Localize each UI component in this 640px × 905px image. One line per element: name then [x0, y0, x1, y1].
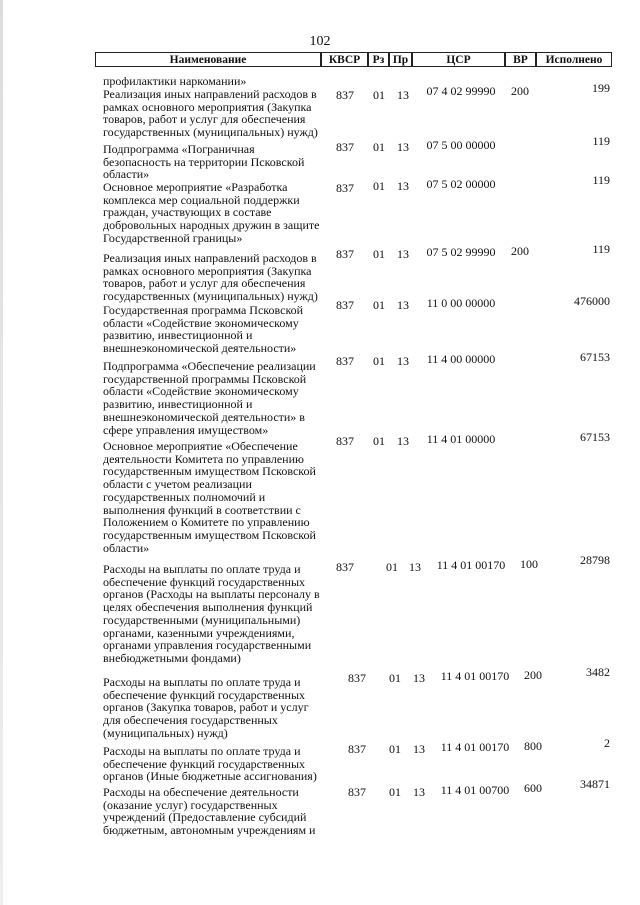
row-name: Основное мероприятие «Разработка комплекса мер социальной поддержки граждан, участвующих в составе добровольных народных дружин в защите Государственной границы»	[103, 180, 320, 245]
row-rz: 01	[389, 742, 401, 756]
row-done: 67153	[580, 350, 610, 364]
row-rz: 01	[389, 785, 401, 799]
row-rz: 01	[373, 434, 385, 448]
row-done: 67153	[580, 430, 610, 444]
row-pr: 13	[413, 671, 425, 685]
row-rz: 01	[373, 179, 385, 193]
row-name: Расходы на выплаты по оплате труда и обеспечение функций государственных органов (Закупка товаров, работ и услуг для обеспечения государственных (муниципальных) нужд)	[103, 675, 309, 740]
row-csr: 07 5 02 99990	[426, 245, 496, 259]
row-rz: 01	[373, 354, 385, 368]
row-kvsr: 837	[336, 140, 354, 154]
row-done: 476000	[574, 294, 610, 308]
header-kvsr: КВСР	[321, 52, 368, 67]
row-kvsr: 837	[336, 354, 354, 368]
row-name: профилактики наркомании»	[103, 74, 247, 88]
row-done: 119	[592, 134, 610, 148]
row-kvsr: 837	[336, 247, 354, 261]
row-csr: 07 5 02 00000	[426, 177, 496, 191]
row-csr: 11 0 00 00000	[426, 296, 496, 310]
row-csr: 07 4 02 99990	[426, 84, 496, 98]
row-name: Государственная программа Псковской области «Содействие экономическому развитию, инвестиционной и внешнеэкономической деятельности»	[103, 303, 304, 356]
row-pr: 13	[397, 434, 409, 448]
row-done: 119	[592, 242, 610, 256]
row-csr: 11 4 01 00000	[426, 432, 496, 446]
row-kvsr: 837	[336, 181, 354, 195]
row-name: Расходы на обеспечение деятельности (оказание услуг) государственных учреждений (Предоставление субсидий бюджетным, автономным учреждениям и	[103, 785, 316, 838]
row-rz: 01	[373, 88, 385, 102]
row-csr: 11 4 01 00700	[440, 783, 510, 797]
row-pr: 13	[397, 179, 409, 193]
row-name: Расходы на выплаты по оплате труда и обеспечение функций государственных органов (Расходы на выплаты персоналу в целях обеспечения выполнения функций государственными (муниципальными) органами, казенными учреждениями, органами управления государственными внебюджетными фондами)	[103, 562, 320, 665]
row-name: Реализация иных направлений расходов в рамках основного мероприятия (Закупка товаров, работ и услуг для обеспечения государственных (муниципальных) нужд)	[103, 87, 318, 140]
header-csr: ЦСР	[412, 52, 505, 67]
row-kvsr: 837	[348, 671, 366, 685]
row-kvsr: 837	[336, 298, 354, 312]
row-pr: 13	[397, 354, 409, 368]
row-done: 119	[592, 173, 610, 187]
row-name: Подпрограмма «Обеспечение реализации государственной программы Псковской области «Содействие экономическому развитию, инвестиционной и внешнеэкономической деятельности» в сфере управления имуществом»	[103, 359, 316, 437]
row-done: 34871	[580, 777, 610, 791]
row-pr: 13	[397, 88, 409, 102]
row-done: 2	[604, 736, 610, 750]
row-pr: 13	[397, 140, 409, 154]
row-csr: 11 4 01 00170	[436, 558, 506, 572]
row-rz: 01	[373, 247, 385, 261]
row-vr: 100	[520, 557, 538, 571]
row-vr: 200	[511, 244, 529, 258]
row-kvsr: 837	[348, 742, 366, 756]
row-vr: 200	[511, 84, 529, 98]
row-csr: 11 4 00 00000	[426, 352, 496, 366]
row-pr: 13	[397, 298, 409, 312]
row-name: Расходы на выплаты по оплате труда и обеспечение функций государственных органов (Иные бюджетные ассигнования)	[103, 744, 317, 784]
row-pr: 13	[413, 742, 425, 756]
row-kvsr: 837	[336, 560, 354, 574]
header-done: Исполнено	[536, 52, 612, 67]
row-kvsr: 837	[336, 88, 354, 102]
row-rz: 01	[386, 560, 398, 574]
row-done: 199	[592, 81, 610, 95]
row-kvsr: 837	[348, 785, 366, 799]
row-vr: 200	[524, 668, 542, 682]
row-done: 28798	[580, 553, 610, 567]
row-csr: 11 4 01 00170	[440, 740, 510, 754]
row-kvsr: 837	[336, 434, 354, 448]
row-pr: 13	[409, 560, 421, 574]
row-name: Реализация иных направлений расходов в рамках основного мероприятия (Закупка товаров, работ и услуг для обеспечения государственных (муниципальных) нужд)	[103, 251, 318, 304]
row-done: 3482	[586, 665, 610, 679]
header-vr: ВР	[505, 52, 536, 67]
row-pr: 13	[413, 785, 425, 799]
row-vr: 600	[524, 781, 542, 795]
row-csr: 07 5 00 00000	[426, 138, 496, 152]
scan-edge	[0, 0, 3, 905]
row-vr: 800	[524, 739, 542, 753]
row-csr: 11 4 01 00170	[440, 669, 510, 683]
header-rz: Рз	[368, 52, 389, 67]
page-number: 102	[309, 34, 331, 49]
row-rz: 01	[373, 140, 385, 154]
row-name: Основное мероприятие «Обеспечение деятельности Комитета по управлению государственным имуществом Псковской области с учетом реализации государственных полномочий и выполнения функций в соответствии с Положением о Комитете по управлению государственным имуществом Псковской области»	[103, 439, 316, 555]
row-name: Подпрограмма «Пограничная безопасность на территории Псковской области»	[103, 142, 305, 182]
row-pr: 13	[397, 247, 409, 261]
row-rz: 01	[373, 298, 385, 312]
header-name: Наименование	[95, 52, 321, 67]
header-pr: Пр	[389, 52, 412, 67]
row-rz: 01	[389, 671, 401, 685]
